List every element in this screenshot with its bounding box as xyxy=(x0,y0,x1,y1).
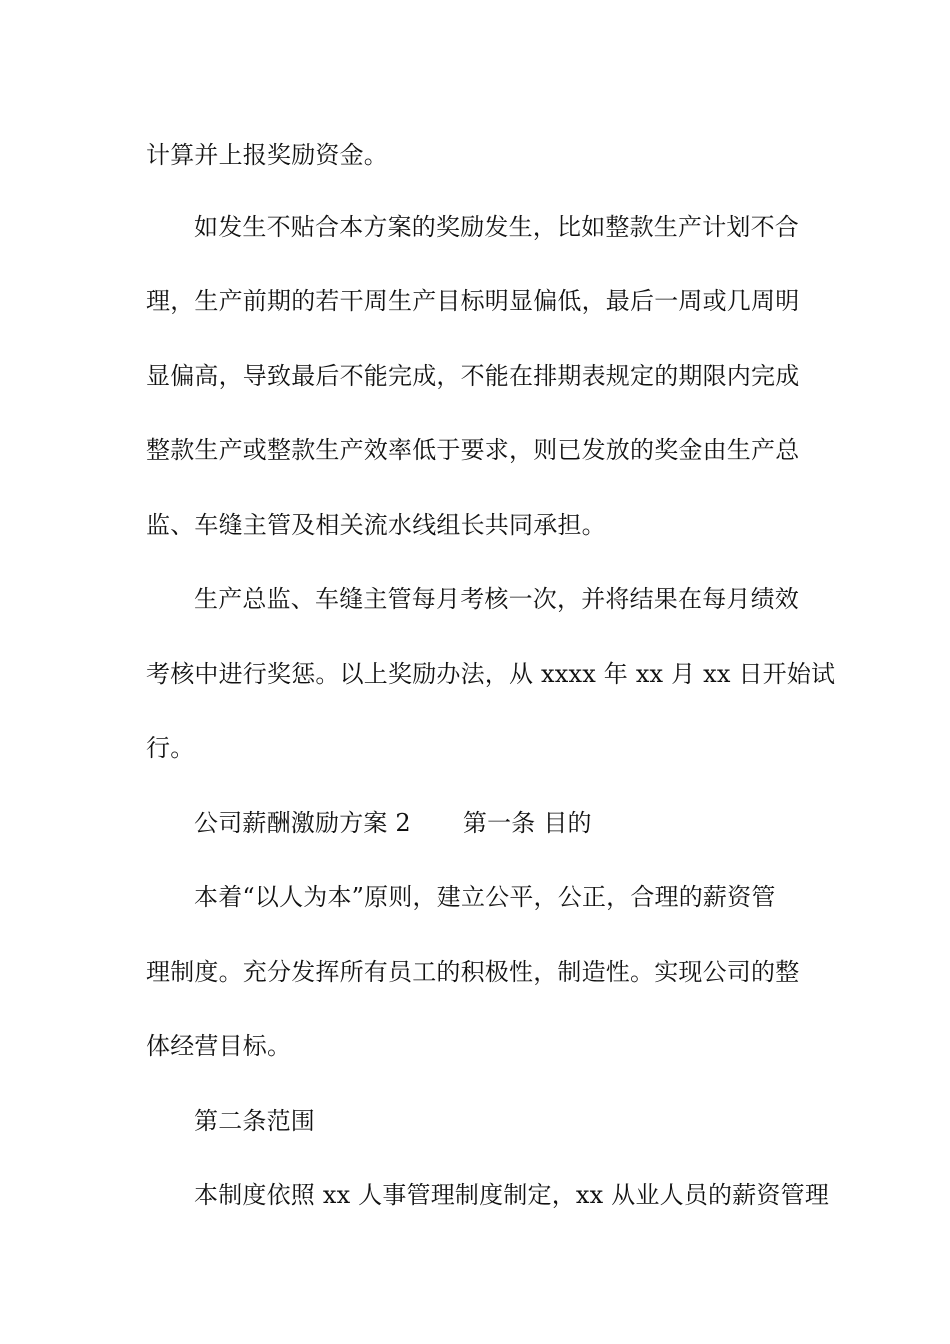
paragraph-continuation: 计算并上报奖励资金。 xyxy=(146,141,388,169)
paragraph-line: 整款生产或整款生产效率低于要求，则已发放的奖金由生产总 xyxy=(146,436,800,464)
paragraph-line: 本制度依照 xx 人事管理制度制定，xx 从业人员的薪资管理 xyxy=(194,1181,830,1209)
paragraph-line: 生产总监、车缝主管每月考核一次，并将结果在每月绩效 xyxy=(194,585,799,613)
scheme-title: 公司薪酬激励方案 2 xyxy=(194,809,411,837)
paragraph-line: 行。 xyxy=(146,734,195,762)
paragraph-line: 本着“以人为本”原则，建立公平，公正，合理的薪资管 xyxy=(194,883,776,911)
paragraph-line: 考核中进行奖惩。以上奖励办法，从 xxxx 年 xx 月 xx 日开始试 xyxy=(146,660,836,688)
paragraph-line: 如发生不贴合本方案的奖励发生，比如整款生产计划不合 xyxy=(194,213,799,241)
paragraph-line: 体经营目标。 xyxy=(146,1032,292,1060)
section-heading-line xyxy=(194,808,816,838)
paragraph-line: 理制度。充分发挥所有员工的积极性，制造性。实现公司的整 xyxy=(146,958,800,986)
paragraph-line: 监、车缝主管及相关流水线组长共同承担。 xyxy=(146,511,606,539)
paragraph-line: 显偏高，导致最后不能完成，不能在排期表规定的期限内完成 xyxy=(146,362,800,390)
article-heading: 第二条范围 xyxy=(194,1107,315,1135)
article-title: 第一条 目的 xyxy=(462,809,592,837)
paragraph-line: 理，生产前期的若干周生产目标明显偏低，最后一周或几周明 xyxy=(146,287,800,315)
